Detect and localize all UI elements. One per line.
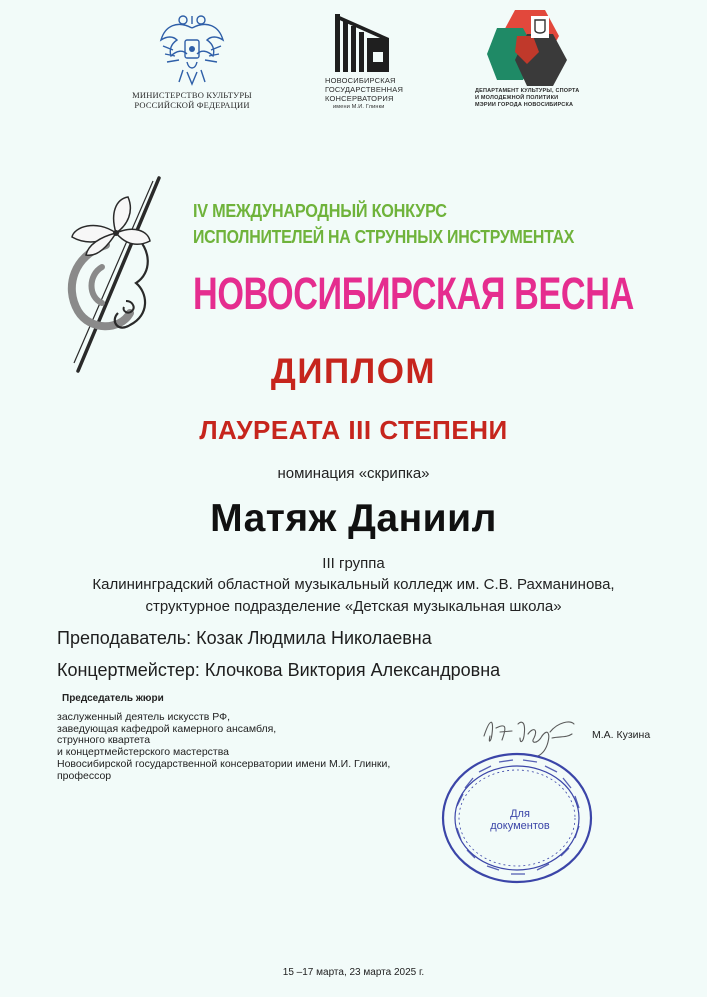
competition-title: НОВОСИБИРСКАЯ ВЕСНА: [193, 268, 634, 319]
laureate-degree: ЛАУРЕАТА III СТЕПЕНИ: [199, 415, 508, 445]
mincult-caption: [122, 90, 262, 110]
competition-subtitle-line1: IV МЕЖДУНАРОДНЫЙ КОНКУРС: [193, 200, 447, 221]
age-group: III группа: [322, 555, 385, 572]
nomination: номинация «скрипка»: [277, 465, 430, 482]
competition-subtitle-line2: ИСПОЛНИТЕЛЕЙ НА СТРУННЫХ ИНСТРУМЕНТАХ: [193, 226, 575, 247]
mincult-caption-line: РОССИЙСКОЙ ФЕДЕРАЦИИ: [134, 100, 250, 110]
conservatory-caption-line: КОНСЕРВАТОРИЯ: [325, 94, 394, 103]
stamp-text: [482, 808, 558, 832]
department-caption-line: И МОЛОДЕЖНОЙ ПОЛИТИКИ: [475, 95, 559, 101]
conservatory-caption-small: имени М.И. Глинки: [333, 104, 385, 110]
stamp-text-line: документов: [490, 820, 550, 832]
mincult-caption-line: МИНИСТЕРСТВО КУЛЬТУРЫ: [132, 90, 252, 100]
conservatory-logo: [313, 10, 413, 112]
teacher-line: Преподаватель: Козак Людмила Николаевна: [57, 628, 432, 648]
institution-line2: структурное подразделение «Детская музыкальная школа»: [145, 598, 562, 615]
accompanist-line: Концертмейстер: Клочкова Виктория Александровна: [57, 660, 501, 680]
conservatory-caption: [313, 76, 413, 112]
department-logo: [470, 6, 590, 109]
conservatory-caption-line: ГОСУДАРСТВЕННАЯ: [325, 85, 404, 94]
institution-line1: Калининградский областной музыкальный колледж им. С.В. Рахманинова,: [92, 576, 615, 593]
jury-chair-heading: Председатель жюри: [62, 693, 164, 704]
department-caption: [470, 88, 590, 109]
department-caption-line: МЭРИИ ГОРОДА НОВОСИБИРСКА: [475, 102, 574, 108]
jury-chair-description: [57, 712, 390, 782]
jury-description-line: заведующая кафедрой камерного ансамбля,: [57, 722, 277, 735]
jury-description-line: профессор: [57, 769, 112, 782]
hexagon-crest-icon: [487, 6, 573, 88]
mincult-logo: [122, 10, 262, 110]
winner-name: Матяж Даниил: [210, 497, 497, 540]
jury-description-line: заслуженный деятель искусств РФ,: [57, 711, 231, 723]
eagle-emblem-icon: [157, 10, 227, 90]
jury-chair-name: М.А. Кузина: [592, 729, 651, 741]
jury-description-line: струнного квартета: [57, 734, 151, 747]
conservatory-caption-line: НОВОСИБИРСКАЯ: [325, 76, 396, 85]
stamp-text-line: Для: [510, 808, 530, 820]
diploma-heading: ДИПЛОМ: [270, 352, 437, 391]
jury-description-line: и концертмейстерского мастерства: [57, 746, 230, 759]
conservatory-bars-icon: [333, 10, 393, 76]
department-caption-line: ДЕПАРТАМЕНТ КУЛЬТУРЫ, СПОРТА: [475, 88, 580, 94]
jury-description-line: Новосибирской государственной консерватории имени М.И. Глинки,: [57, 757, 391, 770]
violin-flower-emblem-icon: [56, 175, 166, 375]
competition-dates: 15 –17 марта, 23 марта 2025 г.: [282, 967, 425, 978]
